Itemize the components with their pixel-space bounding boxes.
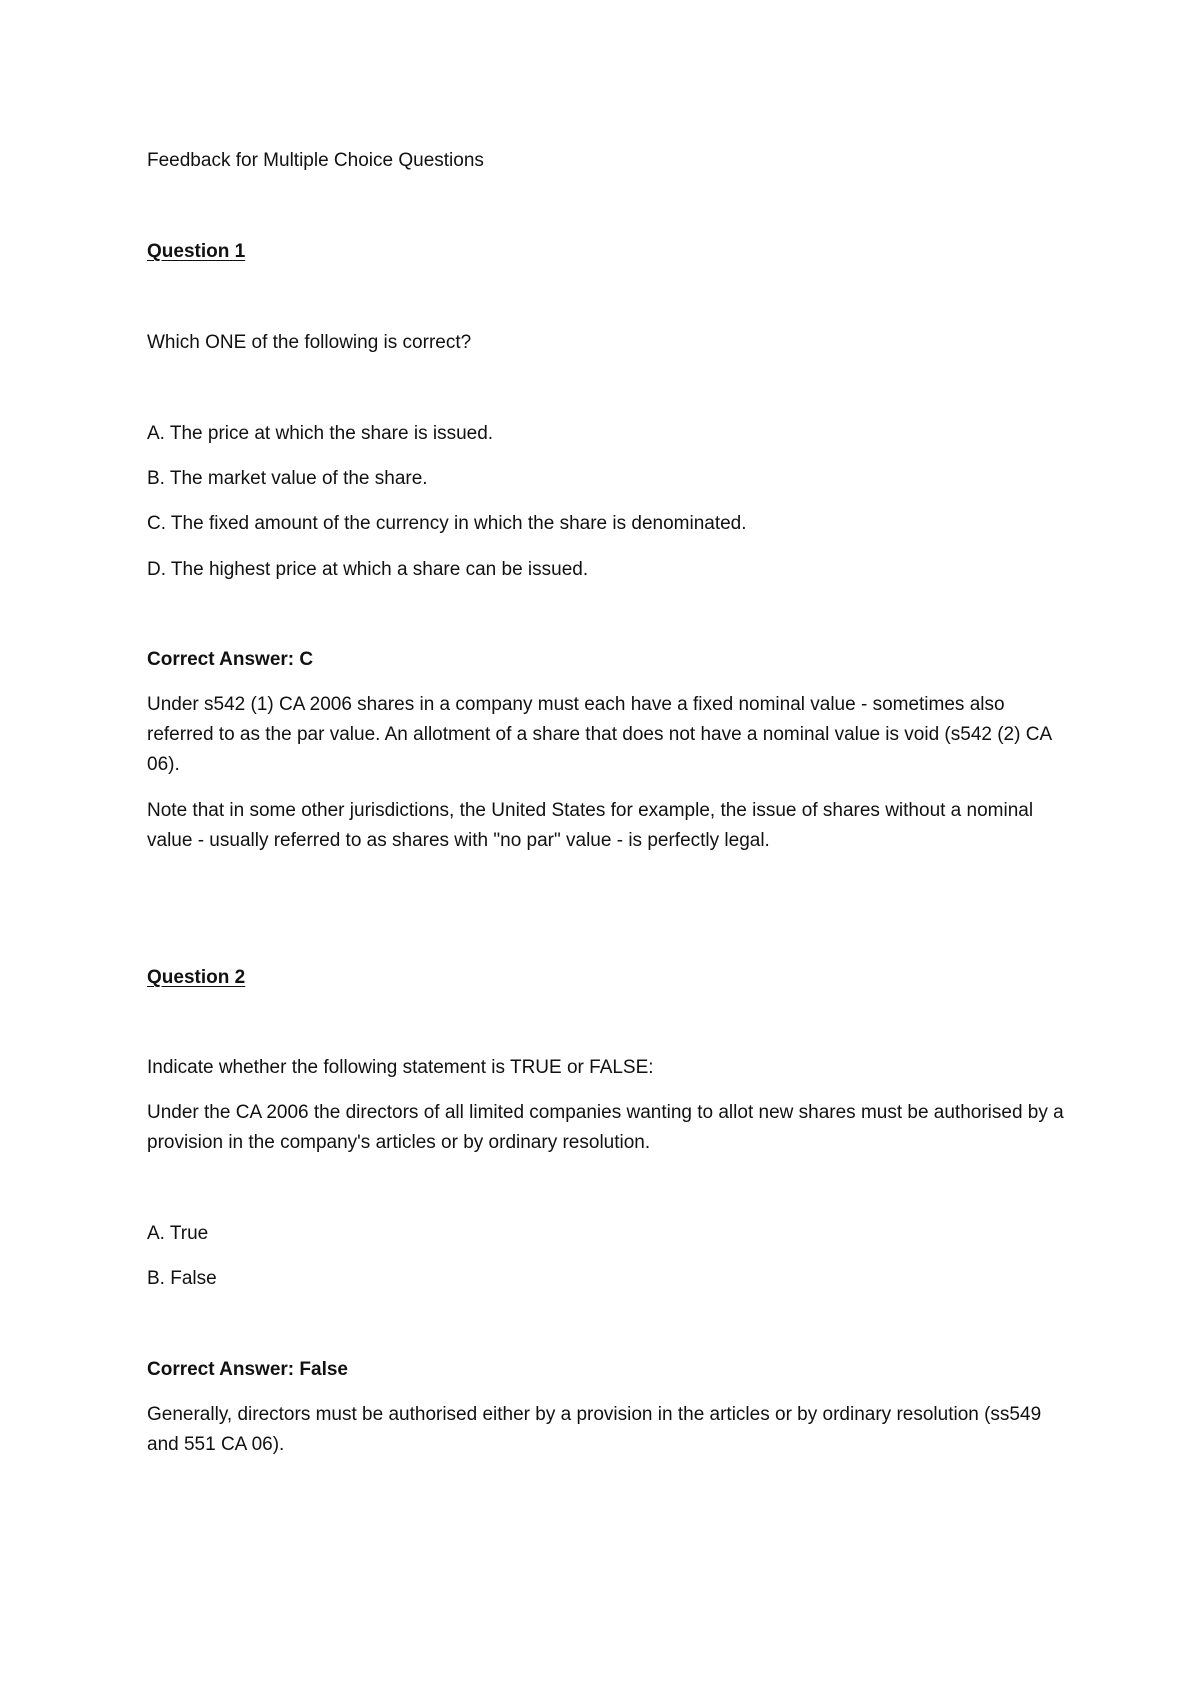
question-2-heading: Question 2 [147,967,246,988]
question-1-prompt: Which ONE of the following is correct? [147,332,472,353]
question-2-explanation-1: Generally, directors must be authorised either by a provision in the articles or by ordinary resolution (ss549 and 551 CA 06). [147,1404,1042,1455]
question-2-statement: Under the CA 2006 the directors of all limited companies wanting to allot new shares must be authorised by a provision in the company's articles or by ordinary resolution. [147,1102,1064,1153]
question-1-heading: Question 1 [147,241,246,262]
document-title: Feedback for Multiple Choice Questions [147,150,484,171]
question-2-option-a: A. True [147,1223,209,1244]
question-1-explanation-1: Under s542 (1) CA 2006 shares in a company must each have a fixed nominal value - sometimes also referred to as the par value. An allotment of a share that does not have a nominal value is void (s542 (2) CA 06). [147,694,1052,775]
question-2-prompt: Indicate whether the following statement is TRUE or FALSE: [147,1057,654,1078]
question-1-option-b: B. The market value of the share. [147,468,428,489]
question-1-option-a: A. The price at which the share is issued. [147,423,494,444]
question-1-explanation-2: Note that in some other jurisdictions, the United States for example, the issue of shares without a nominal value - usually referred to as shares with "no par" value - is perfectly legal. [147,800,1034,851]
question-2-option-b: B. False [147,1268,217,1289]
question-1-correct-answer: Correct Answer: C [147,649,314,670]
question-1-option-c: C. The fixed amount of the currency in which the share is denominated. [147,513,747,534]
question-1-option-d: D. The highest price at which a share can be issued. [147,559,589,580]
question-2-correct-answer: Correct Answer: False [147,1359,348,1380]
